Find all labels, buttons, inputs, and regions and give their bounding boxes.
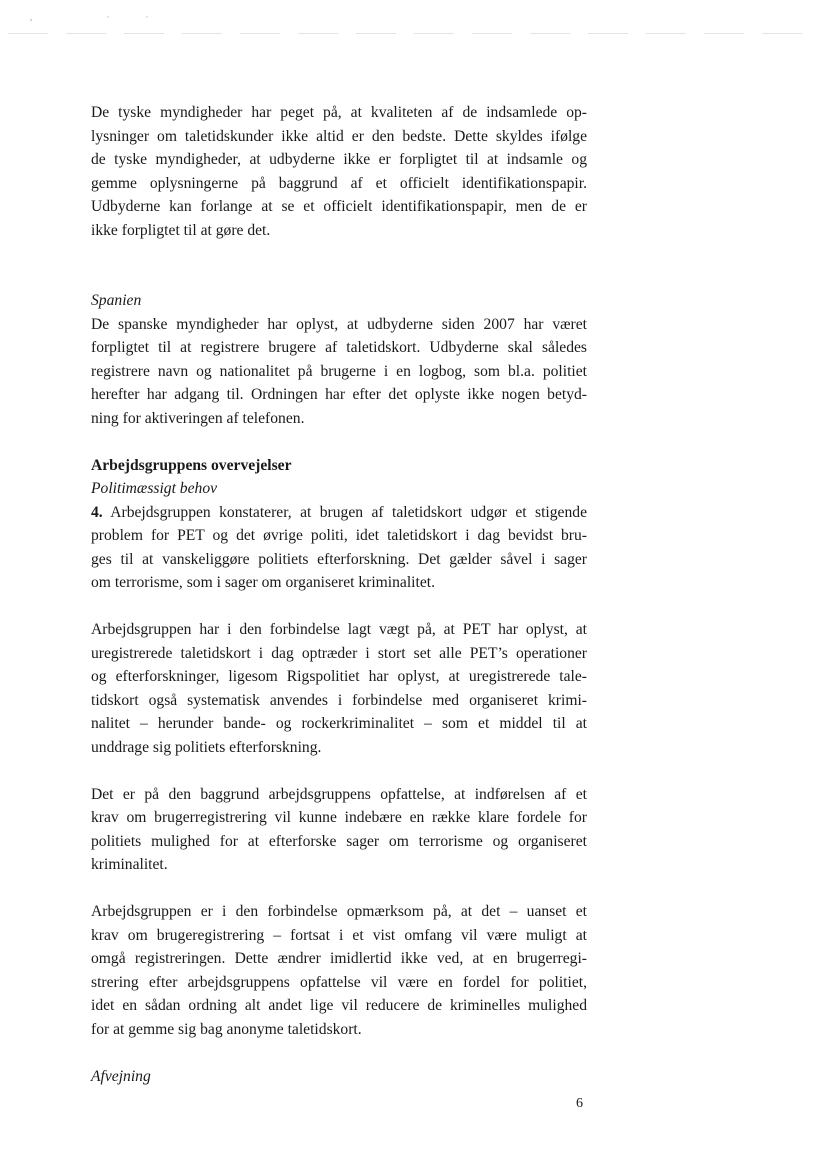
paragraph-pet: [91, 618, 587, 759]
section-heading: Arbejdsgruppens overvejelser: [91, 456, 292, 474]
text-line: og efterforskninger, ligesom Rigspolitiet har oplyst, at uregistrerede tale-: [91, 668, 587, 685]
subheading-afvejning: Afvejning: [91, 1067, 151, 1085]
text-line: De tyske myndigheder har peget på, at kvaliteten af de indsamlede op-: [91, 104, 587, 121]
text-line: ning for aktiveringen af telefonen.: [91, 409, 305, 427]
text-line: strering efter arbejdsgruppens opfattelse vil være en fordel for politiet,: [91, 973, 587, 991]
text-line: Udbyderne kan forlange at se et officielt identifikationspapir, men de er: [91, 198, 587, 215]
text-line: Arbejdsgruppen er i den forbindelse opmærksom på, at det – uanset et: [91, 903, 587, 920]
text-line: idet en sådan ordning alt andet lige vil reducere de kriminelles mulighed: [91, 997, 587, 1014]
text-line: tidskort også systematisk anvendes i forbindelse med organiseret krimi-: [91, 691, 587, 709]
text-line: Arbejdsgruppen har i den forbindelse lagt vægt på, at PET har oplyst, at: [91, 621, 587, 638]
text-line: De spanske myndigheder har oplyst, at udbyderne siden 2007 har været: [91, 315, 587, 333]
text-line: registrere navn og nationalitet på brugerne i en logbog, som bl.a. politiet: [91, 362, 587, 380]
subheading-police-need: Politimæssigt behov: [91, 480, 218, 497]
text-line: lysninger om taletidskunder ikke altid er den bedste. Dette skyldes ifølge: [91, 127, 587, 145]
text-line: problem for PET og det øvrige politi, idet taletidskort i dag bevidst bru-: [91, 527, 587, 544]
text-line: herefter har adgang til. Ordningen har efter det oplyste ikke nogen betyd-: [91, 386, 587, 403]
text-line: om terrorisme, som i sager om organiseret kriminalitet.: [91, 574, 435, 591]
paragraph-germany: [91, 101, 587, 242]
scan-artifact-marks: , ··: [30, 12, 185, 22]
text-line: ges til at vanskeliggøre politiets efterforskning. Det gælder såvel i sager: [91, 550, 587, 568]
paragraph-opinion: [91, 783, 587, 877]
paragraph-4: [91, 501, 587, 595]
text-line: [91, 501, 587, 525]
text-line: nalitet – herunder bande- og rockerkriminalitet – som et middel til at: [91, 715, 587, 732]
text-line-content: Arbejdsgruppen konstaterer, at brugen af taletidskort udgør et stigende: [102, 503, 587, 521]
text-line: uregistrerede taletidskort i dag optræder i stort set alle PET’s operationer: [91, 644, 587, 662]
paragraph-number: 4.: [91, 503, 103, 521]
paragraph-awareness: [91, 900, 587, 1041]
text-line: ikke forpligtet til at gøre det.: [91, 221, 271, 239]
text-line: kriminalitet.: [91, 856, 168, 873]
text-line: de tyske myndigheder, at udbyderne ikke er forpligtet til at indsamle og: [91, 151, 587, 168]
scan-artifact-line: [8, 33, 808, 34]
document-body: [91, 101, 587, 1088]
text-line: politiets mulighed for at efterforske sager om terrorisme og organiseret: [91, 832, 587, 850]
subheading-spain: Spanien: [91, 292, 142, 309]
text-line: forpligtet til at registrere brugere af taletidskort. Udbyderne skal således: [91, 339, 587, 356]
text-line: krav om brugeregistrering – fortsat i et vist omfang vil være muligt at: [91, 926, 587, 944]
text-line: krav om brugerregistrering vil kunne indebære en række klare fordele for: [91, 809, 587, 826]
text-line: for at gemme sig bag anonyme taletidskort.: [91, 1020, 362, 1038]
text-line: Det er på den baggrund arbejdsgruppens opfattelse, at indførelsen af et: [91, 785, 587, 803]
page-number: 6: [576, 1096, 583, 1111]
text-line: omgå registreringen. Dette ændrer imidlertid ikke ved, at en brugerregi-: [91, 950, 587, 967]
text-line: gemme oplysningerne på baggrund af et officielt identifikationspapir.: [91, 174, 587, 192]
paragraph-spain: [91, 313, 587, 431]
text-line: unddrage sig politiets efterforskning.: [91, 738, 322, 756]
